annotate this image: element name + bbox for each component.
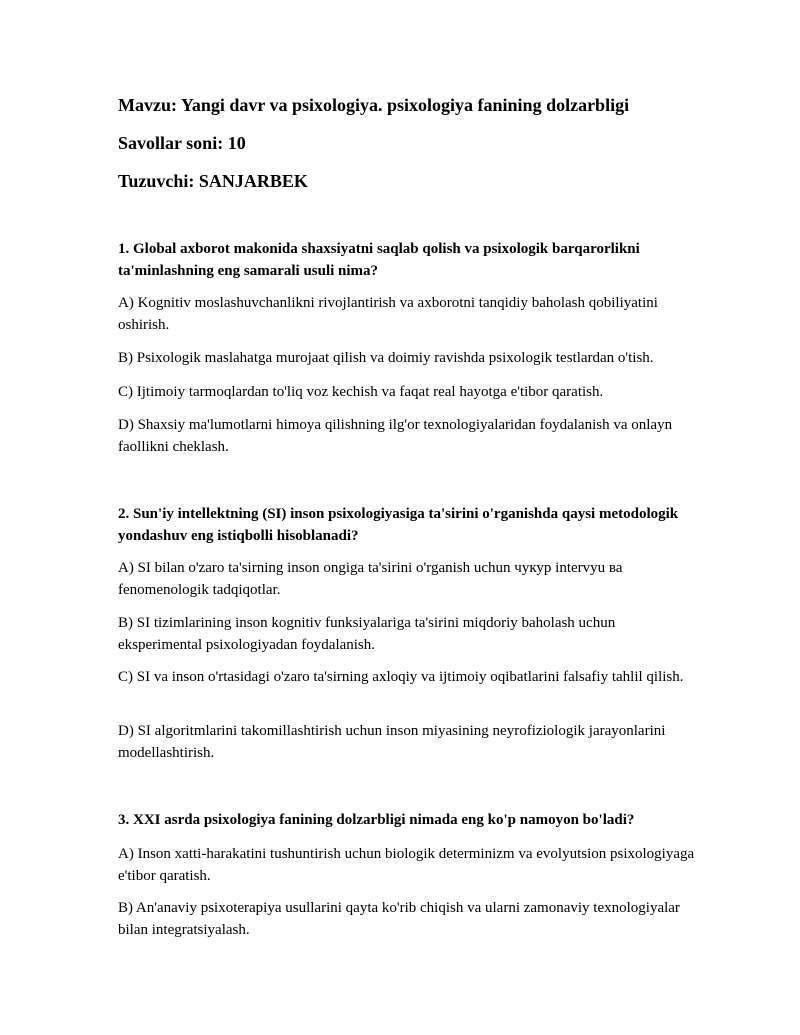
author-heading: Tuzuvchi: SANJARBEK — [118, 171, 308, 191]
question-count-heading: Savollar soni: 10 — [118, 133, 246, 153]
question-2-option-d: D) SI algoritmlarini takomillashtirish uchun inson miyasining neyrofiziologik jarayonlarini modellashtirish. — [118, 723, 666, 761]
question-1-text: 1. Global axborot makonida shaxsiyatni saqlab qolish va psixologik barqarorlikni ta'minlashning eng samarali usuli nima? — [118, 241, 640, 279]
question-3-option-b: B) An'anaviy psixoterapiya usullarini qayta ko'rib chiqish va ularni zamonaviy texnologiyalar bilan integratsiyalash. — [118, 900, 680, 938]
question-2-option-c: C) SI va inson o'rtasidagi o'zaro ta'sirning axloqiy va ijtimoiy oqibatlarini falsafiy tahlil qilish. — [118, 669, 684, 685]
question-2-text: 2. Sun'iy intellektning (SI) inson psixologiyasiga ta'sirini o'rganishda qaysi metodologik yondashuv eng istiqbolli hisoblanadi? — [118, 506, 679, 544]
question-1-option-a: A) Kognitiv moslashuvchanlikni rivojlantirish va axborotni tanqidiy baholash qobiliyatini oshirish. — [118, 295, 658, 333]
question-2-option-b: B) SI tizimlarining inson kognitiv funksiyalariga ta'sirini miqdoriy baholash uchun eksperimental psixologiyadan foydalanish. — [118, 615, 616, 653]
question-3-text: 3. XXI asrda psixologiya fanining dolzarbligi nimada eng ko'p namoyon bo'ladi? — [118, 812, 635, 828]
question-2-option-a: A) SI bilan o'zaro ta'sirning inson ongiga ta'sirini o'rganish uchun чукур intervyu ва fenomenologik tadqiqotlar. — [118, 560, 623, 598]
question-3-option-a: A) Inson xatti-harakatini tushuntirish uchun biologik determinizm va evolyutsion psixologiyaga e'tibor qaratish. — [118, 846, 695, 884]
question-1-option-b: B) Psixologik maslahatga murojaat qilish va doimiy ravishda psixologik testlardan o'tish. — [118, 350, 654, 366]
question-1-option-c: C) Ijtimoiy tarmoqlardan to'liq voz kechish va faqat real hayotga e'tibor qaratish. — [118, 384, 604, 400]
question-1-option-d: D) Shaxsiy ma'lumotlarni himoya qilishning ilg'or texnologiyalaridan foydalanish va onlayn faollikni cheklash. — [118, 417, 673, 455]
topic-heading: Mavzu: Yangi davr va psixologiya. psixologiya fanining dolzarbligi — [118, 95, 630, 115]
